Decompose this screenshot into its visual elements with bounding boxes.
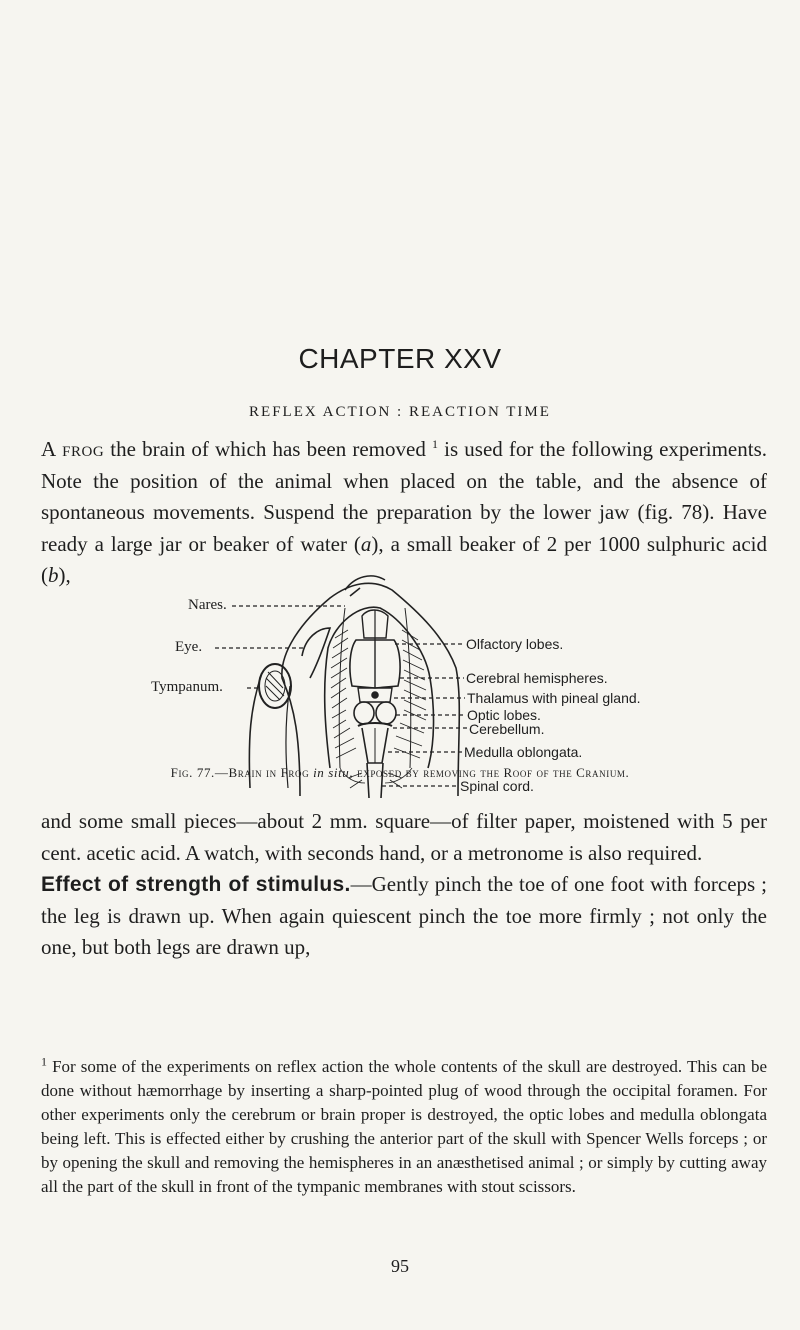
caption-italic: in situ, (313, 765, 354, 780)
paragraph2-text: and some small pieces—about 2 mm. square—of filter paper, moistened with 5 per cent. acetic acid. A watch, with seconds hand, or a metronome is also required. (41, 809, 767, 865)
paragraph-text-3: ), a small beaker of 2 per 1000 sulphuric acid ( (41, 531, 767, 587)
paragraph2-text-2: —Gently pinch the toe of one foot with forceps ; the leg is drawn up. When again quiescent pinch the toe more firmly ; not only the one, but both legs are drawn up, (41, 872, 767, 959)
chapter-title: CHAPTER XXV (298, 343, 502, 374)
optic-lobes-left (354, 702, 374, 724)
caption-prefix: Fig. 77.—Brain in Frog (170, 765, 310, 780)
label-cerebellum: Cerebellum. (469, 721, 545, 737)
label-nares: Nares. (188, 597, 227, 613)
cerebellum (358, 723, 392, 726)
figure-caption (0, 765, 800, 781)
label-optic-lobes: Optic lobes. (467, 707, 541, 723)
paragraph-text-4: ), (58, 563, 71, 587)
label-cerebral-hemispheres: Cerebral hemispheres. (466, 670, 608, 686)
label-thalamus: Thalamus with pineal gland. (467, 690, 641, 706)
optic-lobes-right (376, 702, 396, 724)
label-olfactory-lobes: Olfactory lobes. (466, 636, 564, 652)
ref-a: a (360, 531, 372, 556)
label-spinal-cord: Spinal cord. (460, 778, 534, 794)
page-number: 95 (391, 1256, 409, 1276)
inline-heading: Effect of strength of stimulus. (41, 873, 351, 896)
footnote (41, 1055, 767, 1199)
footnote-number: 1 (41, 1054, 47, 1069)
ref-b: b (48, 563, 59, 587)
label-tympanum: Tympanum. (151, 679, 223, 695)
caption-suffix: exposed by removing the Roof of the Cranium. (357, 765, 630, 780)
paragraph-lead: A frog (41, 437, 105, 461)
paragraph-materials (41, 806, 767, 964)
paragraph-text-2: is used for the following experiments. Note the position of the animal when placed on the table, and the absence of spontaneous movements. Suspend the preparation by the lower jaw (fig. 78). Have ready a large jar or beaker of water ( (41, 437, 767, 556)
footnote-text: For some of the experiments on reflex action the whole contents of the skull are destroyed. This can be done without hæmorrhage by inserting a sharp-pointed plug of wood through the occipital foramen. For other experiments only the cerebrum or brain proper is destroyed, the optic lobes and medulla oblongata being left. This is effected either by crushing the anterior part of the skull with Spencer Wells forceps ; or by opening the skull and removing the hemispheres in an anæsthetised animal ; or simply by cutting away all the part of the skull in front of the tympanic membranes with stout scissors. (41, 1057, 767, 1196)
footnote-marker: 1 (431, 437, 438, 451)
paragraph-text: the brain of which has been removed (110, 437, 426, 461)
label-eye: Eye. (175, 639, 203, 655)
section-title: REFLEX ACTION : REACTION TIME (249, 404, 551, 420)
label-medulla: Medulla oblongata. (464, 744, 583, 760)
